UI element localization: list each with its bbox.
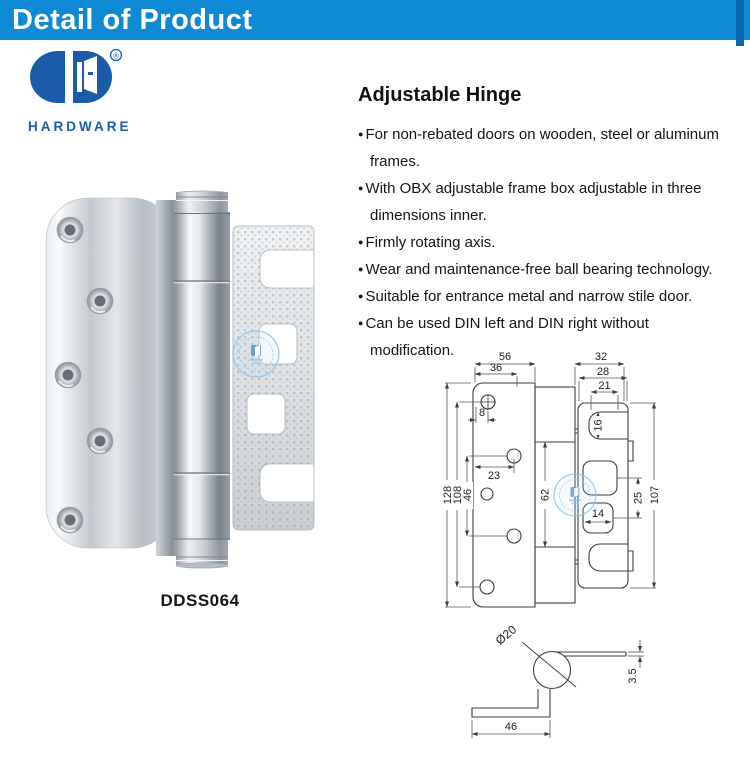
accent-stripe (736, 0, 744, 46)
product-code: DDSS064 (160, 591, 240, 610)
feature-item (358, 256, 736, 283)
dim-leaf-width: 36 (489, 362, 503, 374)
bullet-icon: ● (358, 183, 364, 193)
dim-leaf-depth: 46 (504, 721, 518, 733)
feature-text: With OBX adjustable frame box adjustable in three dimensions inner. (365, 180, 702, 224)
dim-knuckle-height: 62 (539, 488, 552, 502)
watermark-stamp (554, 474, 596, 516)
feature-text: Wear and maintenance-free ball bearing technology. (365, 261, 713, 278)
dim-diameter: Ø20 (492, 622, 520, 648)
dim-small-slot: 14 (591, 508, 605, 520)
dim-slot-height: 16 (592, 419, 605, 432)
product-title: Adjustable Hinge (358, 84, 522, 106)
feature-item (358, 175, 736, 229)
dim-slot-gap: 25 (632, 491, 645, 505)
bullet-icon: ● (358, 129, 364, 139)
dim-total-width: 56 (498, 351, 512, 363)
dim-total-height: 128 (442, 485, 454, 505)
dim-frame-total-width: 32 (594, 351, 608, 363)
registered-mark: ® (113, 51, 119, 61)
section-dimension-lines (472, 640, 644, 738)
dim-hole-offset: 23 (487, 470, 501, 482)
hinge-frame-plate (233, 226, 314, 530)
bullet-icon: ● (358, 318, 364, 328)
hinge-barrel (174, 191, 230, 568)
logo-mark (28, 48, 124, 112)
section-view (472, 642, 626, 717)
product-photo (40, 188, 320, 570)
dim-plate-height: 107 (649, 485, 661, 505)
banner-title: Detail of Product (12, 4, 253, 36)
bullet-icon: ● (358, 264, 364, 274)
watermark-stamp (233, 331, 279, 377)
feature-text: Suitable for entrance metal and narrow stile door. (365, 288, 693, 305)
bullet-icon: ● (358, 237, 364, 247)
technical-drawing (430, 345, 750, 765)
feature-item (358, 229, 736, 256)
dim-slot-width: 21 (598, 380, 611, 392)
dim-mid-hole-span: 46 (462, 488, 474, 502)
dim-hole-edge: 8 (478, 407, 486, 419)
feature-item (358, 283, 736, 310)
bullet-icon: ● (358, 291, 364, 301)
feature-item (358, 121, 736, 175)
brand-logo (28, 48, 138, 134)
feature-text: For non-rebated doors on wooden, steel or aluminum frames. (365, 126, 719, 170)
feature-list (358, 121, 736, 364)
banner (0, 0, 750, 40)
dim-frame-plate-width: 28 (596, 366, 610, 378)
dim-thickness: 3.5 (627, 668, 639, 684)
feature-text: Firmly rotating axis. (365, 234, 496, 251)
feature-text: Can be used DIN left and DIN right without modification. (365, 315, 649, 359)
dim-hole-span: 108 (452, 485, 464, 505)
product-info (358, 84, 736, 364)
brand-name: HARDWARE (28, 119, 132, 134)
